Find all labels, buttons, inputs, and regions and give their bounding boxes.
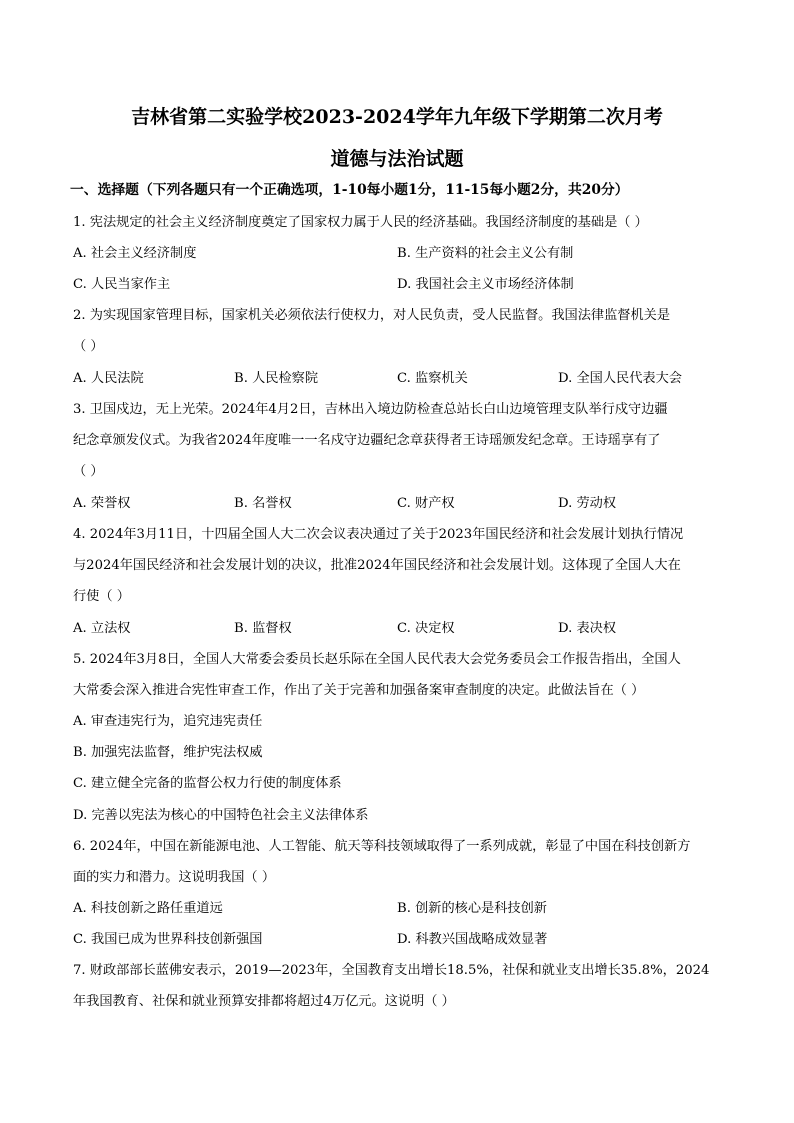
option-c: C. 决定权 <box>397 621 455 636</box>
option-a: A. 人民法院 <box>73 371 144 386</box>
question-text: 7. 财政部部长蓝佛安表示，2019—2023年，全国教育支出增长18.5%，社保和就业支出增长35.8%，2024 <box>73 963 710 978</box>
option-c: C. 财产权 <box>397 496 455 511</box>
question-text: 纪念章颁发仪式。为我省2024年度唯一一名戍守边疆纪念章获得者王诗瑶颁发纪念章。王诗瑶享有了 <box>73 433 661 448</box>
question-text: （ ） <box>73 464 104 479</box>
option-d: D. 表决权 <box>558 621 617 636</box>
question-text: 行使（ ） <box>73 589 130 604</box>
option-c: C. 我国已成为世界科技创新强国 <box>73 932 263 947</box>
question-text: 年我国教育、社保和就业预算安排都将超过4万亿元。这说明（ ） <box>73 994 455 1009</box>
question-text: 面的实力和潜力。这说明我国（ ） <box>73 870 276 885</box>
option-b: B. 生产资料的社会主义公有制 <box>397 246 574 261</box>
option-b: B. 人民检察院 <box>234 371 319 386</box>
question-text: 2. 为实现国家管理目标，国家机关必须依法行使权力，对人民负责，受人民监督。我国法律监督机关是 <box>73 308 671 323</box>
question-text: 与2024年国民经济和社会发展计划的决议，批准2024年国民经济和社会发展计划。这体现了全国人大在 <box>73 558 681 573</box>
option-b: B. 加强宪法监督，维护宪法权威 <box>73 745 263 760</box>
option-a: A. 荣誉权 <box>73 496 131 511</box>
option-c: C. 监察机关 <box>397 371 468 386</box>
question-text: 1. 宪法规定的社会主义经济制度奠定了国家权力属于人民的经济基础。我国经济制度的基础是（ ） <box>73 215 648 230</box>
option-a: A. 社会主义经济制度 <box>73 246 197 261</box>
option-a: A. 立法权 <box>73 621 131 636</box>
option-d: D. 科教兴国战略成效显著 <box>397 932 548 947</box>
option-b: B. 名誉权 <box>234 496 292 511</box>
question-text: 6. 2024年，中国在新能源电池、人工智能、航天等科技领域取得了一系列成就，彰显了中国在科技创新方 <box>73 839 691 854</box>
option-d: D. 劳动权 <box>558 496 617 511</box>
question-text: 大常委会深入推进合宪性审查工作，作出了关于完善和加强备案审查制度的决定。此做法旨在（ ） <box>73 683 645 698</box>
option-c: C. 建立健全完备的监督公权力行使的制度体系 <box>73 776 342 791</box>
section-heading: 一、选择题（下列各题只有一个正确选项，1-10每小题1分，11-15每小题2分，共20分） <box>70 182 629 198</box>
exam-title: 吉林省第二实验学校2023-2024学年九年级下学期第二次月考 <box>131 106 663 128</box>
question-text: 3. 卫国戍边，无上光荣。2024年4月2日，吉林出入境边防检查总站长白山边境管理支队举行戍守边疆 <box>73 402 668 417</box>
option-d: D. 我国社会主义市场经济体制 <box>397 277 574 292</box>
question-text: 5. 2024年3月8日，全国人大常委会委员长赵乐际在全国人民代表大会党务委员会工作报告指出，全国人 <box>73 652 681 667</box>
option-a: A. 审查违宪行为，追究违宪责任 <box>73 714 263 729</box>
question-text: 4. 2024年3月11日，十四届全国人大二次会议表决通过了关于2023年国民经济和社会发展计划执行情况 <box>73 527 684 542</box>
option-d: D. 完善以宪法为核心的中国特色社会主义法律体系 <box>73 808 369 823</box>
option-b: B. 创新的核心是科技创新 <box>397 901 547 916</box>
option-d: D. 全国人民代表大会 <box>558 371 682 386</box>
option-a: A. 科技创新之路任重道远 <box>73 901 223 916</box>
option-b: B. 监督权 <box>234 621 292 636</box>
option-c: C. 人民当家作主 <box>73 277 171 292</box>
question-text: （ ） <box>73 339 104 354</box>
exam-subtitle: 道德与法治试题 <box>330 148 464 170</box>
